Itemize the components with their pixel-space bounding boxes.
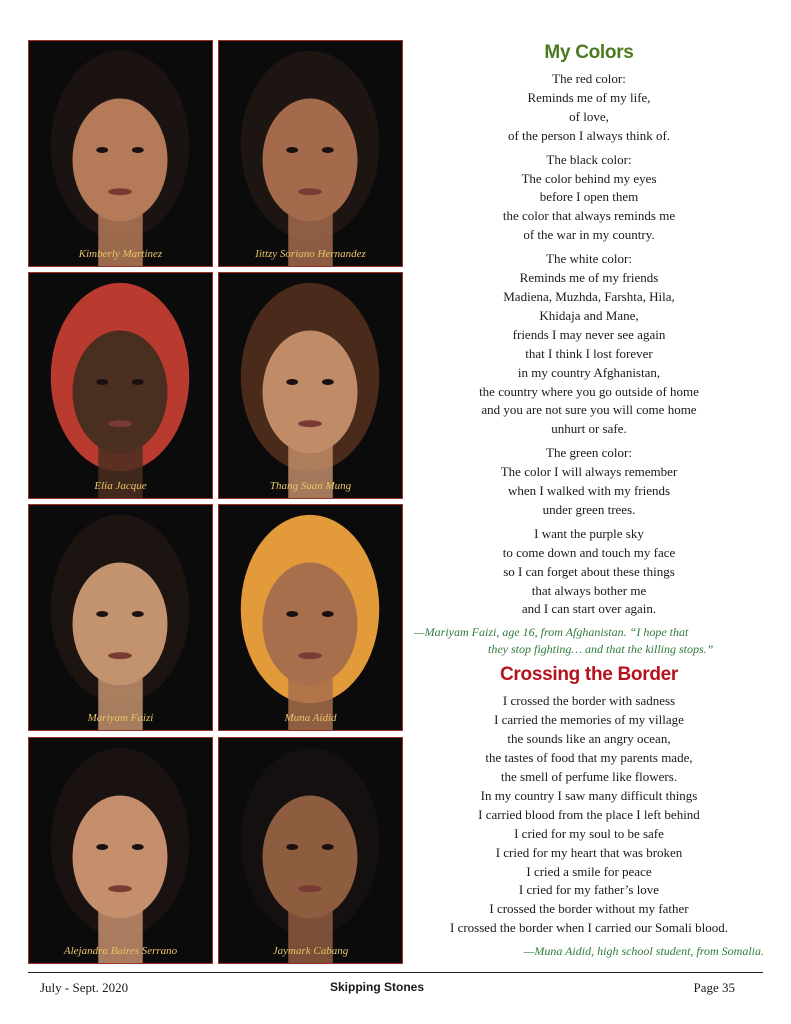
eye-shape [286, 379, 298, 385]
face-shape [263, 98, 358, 221]
poem-line: in my country Afghanistan, [517, 364, 661, 380]
poem-line: to come down and touch my face [502, 544, 676, 560]
eye-shape [322, 147, 334, 153]
poem-line: I cried for my soul to be safe [514, 825, 664, 841]
poem-line: before I open them [539, 189, 639, 205]
portrait-photo [218, 272, 403, 499]
mouth-shape [108, 885, 132, 892]
poem-line: and you are not sure you will come home [481, 402, 697, 418]
poem-line: I carried the memories of my village [494, 712, 684, 728]
attribution-line-2: they stop fighting… and that the killing stops.” [488, 642, 714, 657]
poem-line: The black color: [546, 151, 632, 167]
portrait-illustration [29, 505, 212, 730]
poem-line: unhurt or safe. [551, 421, 627, 437]
portrait-illustration [219, 505, 402, 730]
eye-shape [322, 844, 334, 850]
poem-line: friends I may never see again [512, 326, 666, 342]
poem-line: The white color: [546, 251, 632, 267]
poem-stanza [414, 525, 764, 620]
face-shape [73, 795, 168, 918]
poem-line: The red color: [552, 71, 626, 86]
poem-line: Reminds me of my life, [527, 89, 651, 105]
poem-column [414, 40, 764, 960]
poem-line: Madiena, Muzhda, Farshta, Hila, [503, 288, 675, 304]
mouth-shape [108, 420, 132, 427]
poem-line: the country where you go outside of home [479, 383, 699, 399]
portrait-illustration [29, 41, 212, 266]
photo-caption: Elia Jacque [94, 480, 147, 492]
poem-line: Reminds me of my friends [519, 270, 659, 286]
portrait-photo [28, 40, 213, 267]
mouth-shape [298, 885, 322, 892]
portrait-illustration [29, 273, 212, 498]
poem-line: that I think I lost forever [525, 345, 653, 361]
poem-line: I cried for my father’s love [518, 882, 660, 898]
eye-shape [286, 844, 298, 850]
footer-magazine-name: Skipping Stones [330, 980, 425, 994]
eye-shape [132, 844, 144, 850]
portrait-photo [28, 737, 213, 964]
poem-line: under green trees. [542, 501, 636, 517]
mouth-shape [298, 420, 322, 427]
eye-shape [322, 611, 334, 617]
mouth-shape [298, 652, 322, 659]
poem-line: I carried blood from the place I left behind [478, 806, 700, 822]
face-shape [263, 330, 358, 453]
photo-caption: Jaymark Cabang [272, 945, 349, 957]
poem-line: I crossed the border when I carried our Somali blood. [450, 920, 728, 936]
photo-caption: Alejandra Baires Serrano [63, 945, 178, 957]
face-shape [263, 795, 358, 918]
poem-line: Khidaja and Mane, [539, 307, 639, 323]
poem-line: I want the purple sky [534, 525, 644, 541]
mouth-shape [298, 188, 322, 195]
poem-line: The color I will always remember [500, 464, 678, 480]
poem-line: that always bother me [531, 582, 647, 598]
photo-caption: Mariyam Faizi [87, 712, 154, 724]
poem-stanza [414, 70, 764, 146]
portrait-illustration [219, 41, 402, 266]
eye-shape [132, 379, 144, 385]
poem-line: of the person I always think of. [507, 127, 671, 143]
poem-line: The green color: [546, 445, 632, 461]
portrait-illustration [219, 273, 402, 498]
poem-stanza [414, 250, 764, 439]
face-shape [263, 562, 358, 685]
footer-rule [28, 972, 763, 973]
footer-date: July - Sept. 2020 [40, 980, 129, 995]
poem-line: the sounds like an angry ocean, [507, 731, 671, 747]
eye-shape [286, 611, 298, 617]
portrait-photo [218, 504, 403, 731]
poem-line: In my country I saw many difficult things [480, 787, 698, 803]
poem-line: when I walked with my friends [507, 483, 671, 499]
eye-shape [96, 611, 108, 617]
poem-line: and I can start over again. [521, 601, 657, 617]
poem-stanza [414, 151, 764, 246]
photo-caption: Kimberly Martinez [78, 248, 163, 260]
poem-line: so I can forget about these things [503, 563, 675, 579]
poem-stanza [414, 444, 764, 520]
poem-crossing-border [414, 692, 764, 938]
attribution-line-1: —Mariyam Faizi, age 16, from Afghanistan. “I hope that [414, 625, 689, 640]
footer-page-number: Page 35 [693, 980, 735, 995]
mouth-shape [108, 188, 132, 195]
photo-caption: Iittzy Soriano Hernandez [255, 248, 366, 260]
mouth-shape [108, 652, 132, 659]
poem-title-crossing-border: Crossing the Border [500, 664, 678, 686]
portrait-photo [28, 504, 213, 731]
portrait-photo [28, 272, 213, 499]
eye-shape [286, 147, 298, 153]
face-shape [73, 330, 168, 453]
poem-line: I crossed the border without my father [489, 901, 689, 917]
attribution-muna: —Muna Aidid, high school student, from Somalia. [523, 944, 764, 959]
eye-shape [322, 379, 334, 385]
poem-line: the color that always reminds me [502, 208, 676, 224]
poem-title-my-colors: My Colors [544, 42, 634, 63]
eye-shape [132, 611, 144, 617]
poem-line: I cried for my heart that was broken [495, 844, 683, 860]
face-shape [73, 98, 168, 221]
poem-my-colors [414, 70, 764, 619]
photo-caption: Muna Aidid [284, 712, 337, 724]
poem-line: the smell of perfume like flowers. [500, 769, 678, 784]
poem-line: I crossed the border with sadness [502, 693, 676, 709]
poem-line: of the war in my country. [523, 227, 655, 243]
portrait-photo [218, 40, 403, 267]
poem-line: The color behind my eyes [521, 170, 657, 186]
eye-shape [132, 147, 144, 153]
portrait-illustration [29, 738, 212, 963]
poem-line: the tastes of food that my parents made, [485, 750, 693, 766]
eye-shape [96, 844, 108, 850]
eye-shape [96, 147, 108, 153]
poem-line: of love, [569, 108, 609, 124]
poem-line: I cried a smile for peace [526, 863, 652, 879]
face-shape [73, 562, 168, 685]
attribution-mariyam [414, 624, 764, 658]
portrait-photo [218, 737, 403, 964]
photo-caption: Thang Suan Mung [269, 480, 352, 492]
portrait-illustration [219, 738, 402, 963]
eye-shape [96, 379, 108, 385]
